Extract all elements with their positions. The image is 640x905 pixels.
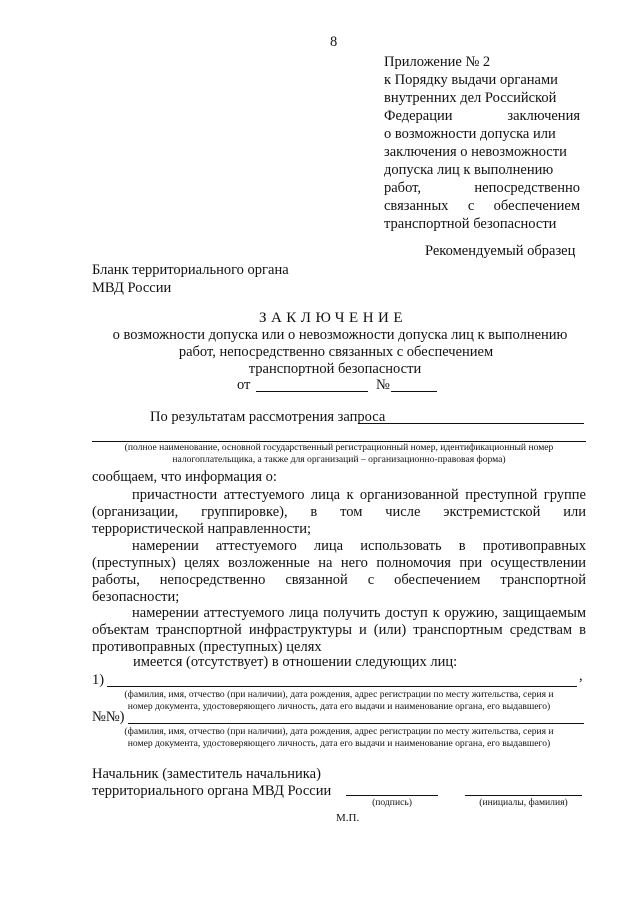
blank-line: Бланк территориального органа <box>92 262 289 278</box>
blank-line: МВД России <box>92 280 172 296</box>
item-2-label: №№) <box>92 709 125 725</box>
request-label: По результатам рассмотрения запроса <box>150 409 386 425</box>
heading-line: работ, непосредственно связанных с обеспечением <box>178 344 494 360</box>
number-label: № <box>376 377 390 393</box>
appendix-line: о возможности допуска или <box>384 126 556 142</box>
paragraph-affiliation: причастности аттестуемого лица к организованной преступной группе (организации, группировке), в том числе экстремистской или террористической направленности; <box>92 487 586 537</box>
request-note: (полное наименование, основной государственный регистрационный номер, идентификационный номер <box>124 442 554 453</box>
inform-label: сообщаем, что информация о: <box>92 469 277 485</box>
appendix-line: заключения о невозможности <box>384 144 567 160</box>
signatory-title: территориального органа МВД России <box>92 783 332 799</box>
page-number: 8 <box>330 34 338 50</box>
date-label: от <box>237 377 251 393</box>
signature-caption: (подпись) <box>372 797 412 808</box>
appendix-line: транспортной безопасности <box>384 216 557 232</box>
appendix-line: связанных с обеспечением <box>384 198 580 214</box>
appendix-line: работ, непосредственно <box>384 180 580 196</box>
appendix-line: допуска лиц к выполнению <box>384 162 554 178</box>
paragraph-intent-powers: намерении аттестуемого лица использовать в противоправных (преступных) целях возложенные на него полномочия при осуществлении работы, непосредственно связанной с обеспечением транспортной безопасности; <box>92 538 586 605</box>
stamp-label: М.П. <box>336 812 360 824</box>
signatory-title: Начальник (заместитель начальника) <box>92 766 321 782</box>
item-1-note: (фамилия, имя, отчество (при наличии), дата рождения, адрес регистрации по месту жительства, серия и <box>124 689 554 700</box>
signature-field[interactable] <box>346 795 438 796</box>
paragraph-intent-access: намерении аттестуемого лица получить доступ к оружию, защищаемым объектам транспортной инфраструктуры и (или) транспортным средствам в противоправных (преступных) целях <box>92 605 586 655</box>
item-1-comma: , <box>579 668 583 684</box>
appendix-line: внутренних дел Российской <box>384 90 557 106</box>
item-1-label: 1) <box>92 672 105 688</box>
item-2-note: номер документа, удостоверяющего личность, дата его выдачи и наименование органа, его выдавшего) <box>127 738 551 749</box>
document-title: ЗАКЛЮЧЕНИЕ <box>258 310 408 326</box>
appendix-line: Федерации заключения <box>384 108 580 124</box>
number-field[interactable] <box>391 391 437 392</box>
exists-label: имеется (отсутствует) в отношении следующих лиц: <box>133 654 458 670</box>
sample-label: Рекомендуемый образец <box>425 243 576 259</box>
request-field[interactable] <box>358 423 584 424</box>
name-field[interactable] <box>465 795 582 796</box>
appendix-title: Приложение № 2 <box>384 54 491 70</box>
request-note: налогоплательщика, а также для организаций – организационно-правовая форма) <box>172 454 506 465</box>
heading-line: транспортной безопасности <box>248 361 422 377</box>
name-caption: (инициалы, фамилия) <box>479 797 568 808</box>
heading-line: о возможности допуска или о невозможности допуска лиц к выполнению <box>112 327 568 343</box>
item-2-field[interactable] <box>128 723 584 724</box>
item-1-note: номер документа, удостоверяющего личность, дата его выдачи и наименование органа, его выдавшего) <box>127 701 551 712</box>
date-field[interactable] <box>256 391 368 392</box>
item-1-field[interactable] <box>107 686 577 687</box>
appendix-line: к Порядку выдачи органами <box>384 72 558 88</box>
item-2-note: (фамилия, имя, отчество (при наличии), дата рождения, адрес регистрации по месту жительства, серия и <box>124 726 554 737</box>
